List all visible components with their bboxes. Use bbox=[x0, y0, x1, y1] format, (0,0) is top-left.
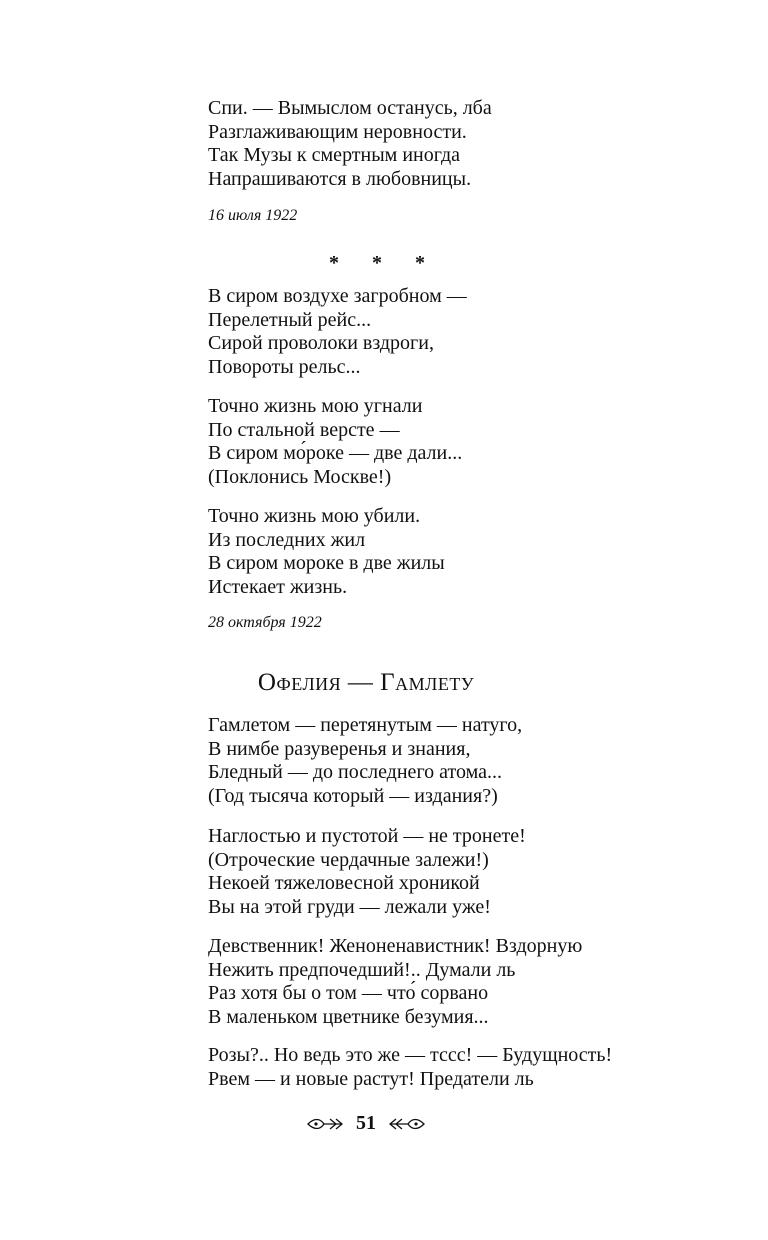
page-footer bbox=[0, 1112, 732, 1135]
poem-line: Вы на этой груди — лежали уже! bbox=[208, 895, 491, 918]
poem-line: Повороты рельс... bbox=[208, 355, 361, 378]
poem-line: Гамлетом — перетянутым — натуго, bbox=[208, 714, 523, 736]
poem-line: Рвем — и новые растут! Предатели ль bbox=[208, 1067, 534, 1090]
poem-line: (Поклонись Москве!) bbox=[208, 465, 392, 488]
poem-date: 28 октября 1922 bbox=[208, 614, 322, 631]
poem-line: Бледный — до последнего атома... bbox=[208, 761, 502, 783]
poem-line: Точно жизнь мою угнали bbox=[208, 395, 423, 417]
stanza bbox=[208, 825, 526, 919]
stanza bbox=[208, 285, 467, 379]
poem-line: Разглаживающим неровности. bbox=[208, 120, 467, 143]
ornament-right-icon bbox=[388, 1116, 426, 1132]
poem-line: Перелетный рейс... bbox=[208, 308, 372, 331]
poem-line: Истекает жизнь. bbox=[208, 575, 348, 598]
stanza bbox=[208, 935, 582, 1029]
stanza bbox=[208, 505, 445, 599]
poem-line: По стальной версте — bbox=[208, 418, 400, 441]
ornament-left-icon bbox=[306, 1116, 344, 1132]
poem-line: Спи. — Вымыслом останусь, лба bbox=[208, 97, 492, 119]
poem-line: В сиром мороке в две жилы bbox=[208, 552, 445, 574]
poem-line: Некоей тяжеловесной хроникой bbox=[208, 872, 480, 894]
poem-line: Точно жизнь мою убили. bbox=[208, 505, 421, 527]
poem-line: Сирой проволоки вздроги, bbox=[208, 332, 434, 354]
poem-date: 16 июля 1922 bbox=[208, 207, 298, 224]
poem-title: Офелия — Гамлету bbox=[257, 669, 475, 696]
poem-line: (Год тысяча который — издания?) bbox=[208, 784, 498, 807]
poem-line: В сиром мо́роке — две дали... bbox=[208, 442, 463, 464]
poem-line: Наглостью и пустотой — не тронете! bbox=[208, 825, 526, 847]
stanza bbox=[208, 395, 462, 489]
poem-line: (Отроческие чердачные залежи!) bbox=[208, 848, 489, 871]
page-number: 51 bbox=[356, 1112, 376, 1134]
poem-line: В нимбе разуверенья и знания, bbox=[208, 737, 471, 760]
poem-line: Девственник! Женоненавистник! Вздорную bbox=[208, 935, 583, 957]
poem-line: Нежить предпочедший!.. Думали ль bbox=[208, 958, 516, 981]
stanza bbox=[208, 1044, 612, 1091]
section-separator: * * * bbox=[329, 252, 439, 274]
poem-line: В маленьком цветнике безумия... bbox=[208, 1005, 489, 1028]
poem-line: Напрашиваются в любовницы. bbox=[208, 167, 472, 190]
poem-line: Так Музы к смертным иногда bbox=[208, 144, 461, 166]
poem-line: Розы?.. Но ведь это же — тссс! — Будущность! bbox=[208, 1044, 613, 1066]
poem-line: В сиром воздухе загробном — bbox=[208, 285, 467, 307]
stanza-prev-poem bbox=[208, 97, 492, 191]
poem-line: Из последних жил bbox=[208, 528, 366, 551]
stanza bbox=[208, 714, 522, 808]
poem-line: Раз хотя бы о том — что́ сорвано bbox=[208, 982, 489, 1004]
